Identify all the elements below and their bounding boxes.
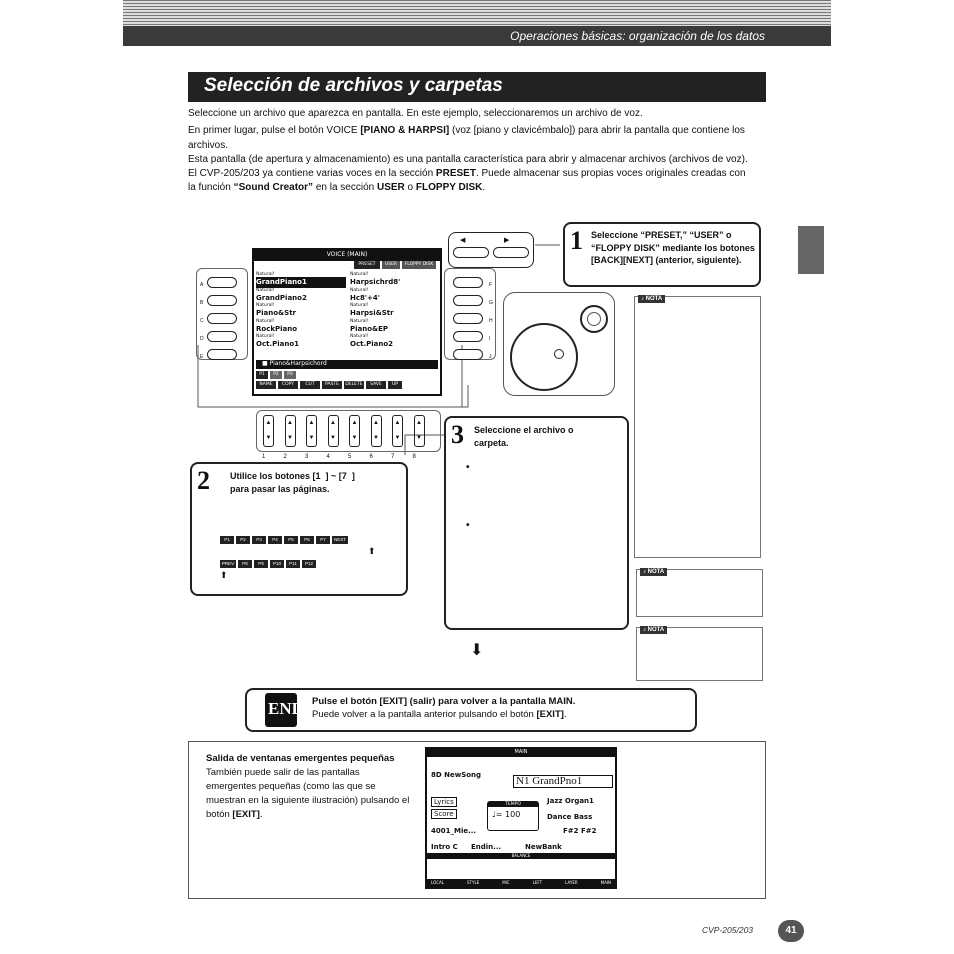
page-indicator: P1 P2 P3 xyxy=(256,371,298,379)
bullet: • xyxy=(466,462,470,473)
page-buttons-row1 xyxy=(220,536,350,544)
note-box xyxy=(634,296,761,558)
list-item[interactable]: Natural! Piano&Str xyxy=(256,303,296,317)
button-i[interactable] xyxy=(453,331,483,342)
voice-list-right xyxy=(350,272,438,350)
page-button[interactable]: P11 xyxy=(286,560,300,568)
model-name: CVP-205/203 xyxy=(702,925,754,935)
tab-preset[interactable]: PRESET xyxy=(354,261,380,269)
step3-text: Seleccione el archivo o carpeta. xyxy=(474,425,574,448)
step1-text: Seleccione “PRESET,” “USER” o “FLOPPY DISK” mediante los botones [BACK][NEXT] (anterior, siguiente). xyxy=(591,230,755,265)
note-box xyxy=(636,569,763,617)
step1-box xyxy=(563,222,761,287)
up-arrow-icon: ⬆ xyxy=(220,570,228,580)
back-next-group xyxy=(448,232,534,268)
page-title: Selección de archivos y carpetas xyxy=(188,72,766,102)
list-item[interactable]: Natural! Oct.Piano1 xyxy=(256,334,300,348)
key-display: F#2 F#2 xyxy=(563,827,597,835)
list-item[interactable]: Natural! Harpsi&Str xyxy=(350,303,394,317)
page-tab-marker xyxy=(798,226,824,274)
folder-icon: ■ xyxy=(262,360,270,367)
step3-box xyxy=(444,416,629,630)
page-button[interactable]: P1 xyxy=(220,536,234,544)
number-button-7[interactable]: ▲ ▼ xyxy=(392,415,403,447)
page-number: 41 xyxy=(778,920,804,942)
tempo-popup xyxy=(487,801,539,831)
button-a[interactable] xyxy=(207,277,237,288)
style-name: 4001_Mie... xyxy=(431,827,477,835)
page-button[interactable]: P7 xyxy=(316,536,330,544)
intro-text xyxy=(188,107,748,196)
voice-screen-title: VOICE (MAIN) xyxy=(254,250,440,261)
button-j[interactable] xyxy=(453,349,483,360)
list-item[interactable]: Natural! GrandPiano1 xyxy=(256,272,346,288)
prev-page-button[interactable]: PREV xyxy=(221,561,235,566)
mixer-label: LAYER xyxy=(565,880,578,885)
page-button[interactable]: P6 xyxy=(300,536,314,544)
layer-voice-name: Jazz Organ1 xyxy=(547,797,594,805)
button-label-j: J xyxy=(489,354,492,360)
button-label-b: B xyxy=(200,300,204,306)
score-button[interactable]: Score xyxy=(431,809,457,819)
button-e[interactable] xyxy=(207,349,237,360)
step3-number: 3 xyxy=(451,420,464,449)
button-label-d: D xyxy=(200,336,204,342)
page-button[interactable]: P10 xyxy=(270,560,284,568)
tab-floppy[interactable]: FLOPPY DISK xyxy=(402,261,436,269)
voice-screen xyxy=(252,248,442,396)
mixer-label: LOCAL xyxy=(431,880,444,885)
ending-name: Endin... xyxy=(471,843,502,851)
tab-user[interactable]: USER xyxy=(382,261,400,269)
button-label-h: H xyxy=(489,318,493,324)
end-icon: END xyxy=(265,693,297,727)
left-buttons-group xyxy=(196,268,248,360)
next-arrow-icon: ▶ xyxy=(504,237,510,244)
bullet: • xyxy=(466,520,470,531)
popup-exit-text: Salida de ventanas emergentes pequeñas También puede salir de las pantallas emergentes pequeñas (como las que se muestran en la siguiente ilustración) pulsando el botón [EXIT]. xyxy=(206,753,410,820)
section-title: Operaciones básicas: organización de los datos xyxy=(510,29,765,43)
note-icon: ♪ xyxy=(641,296,644,302)
list-item[interactable]: Natural! Hc8'+4' xyxy=(350,287,380,302)
number-button-3[interactable]: ▲ ▼ xyxy=(306,415,317,447)
page-button[interactable]: P5 xyxy=(284,536,298,544)
button-h[interactable] xyxy=(453,313,483,324)
function-bar: NAME COPY CUT PASTE DELETE SAVE UP xyxy=(256,381,438,389)
button-label-e: E xyxy=(200,354,204,360)
mixer-label: STYLE xyxy=(467,880,480,885)
button-g[interactable] xyxy=(453,295,483,306)
main-screen-title: MAIN xyxy=(427,749,615,757)
intro-paragraph: Seleccione un archivo que aparezca en pantalla. En este ejemplo, seleccionaremos un archivo de voz. xyxy=(188,108,643,119)
page-button[interactable]: P4 xyxy=(268,536,282,544)
step2-number: 2 xyxy=(197,466,210,495)
end-text: Pulse el botón [EXIT] (salir) para volver a la pantalla MAIN. Puede volver a la pantalla anterior pulsando el botón [EXIT]. xyxy=(312,696,576,720)
right-buttons-group xyxy=(444,268,496,360)
button-label-f: F xyxy=(489,282,493,288)
main-voice-name: N1 GrandPno1 xyxy=(513,775,613,788)
note-label: ♪ NOTA xyxy=(640,568,667,576)
note-label: ♪ NOTA xyxy=(638,295,665,303)
list-item[interactable]: Natural! Harpsichrd8' xyxy=(350,272,401,286)
step1-number: 1 xyxy=(570,226,583,255)
dial-grip-icon xyxy=(554,349,564,359)
number-buttons-group xyxy=(256,410,441,452)
tempo-popup-title: TEMPO xyxy=(488,802,538,807)
next-button[interactable] xyxy=(493,247,529,258)
button-f[interactable] xyxy=(453,277,483,288)
button-label-g: G xyxy=(489,300,493,306)
mixer-label: MAIN xyxy=(600,880,611,885)
mixer-label: LEFT xyxy=(532,880,543,885)
button-b[interactable] xyxy=(207,295,237,306)
button-c[interactable] xyxy=(207,313,237,324)
note-box xyxy=(636,627,763,681)
intro-paragraph: El CVP-205/203 ya contiene varias voces en la sección PRESET. Puede almacenar sus propias voces originales creadas con la función “Sound Creator” en la sección USER o FLOPPY DISK. xyxy=(188,168,746,194)
lyrics-button[interactable]: Lyrics xyxy=(431,797,457,807)
note-icon: ♪ xyxy=(643,569,646,575)
data-dial[interactable] xyxy=(510,323,578,391)
main-screen xyxy=(425,747,617,889)
number-button-4[interactable]: ▲ ▼ xyxy=(328,415,339,447)
voice-list-left xyxy=(256,272,346,350)
button-d[interactable] xyxy=(207,331,237,342)
intro-name: Intro C xyxy=(431,843,458,851)
list-item[interactable]: Natural! RockPiano xyxy=(256,318,298,333)
back-arrow-icon: ◀ xyxy=(460,237,466,244)
left-voice-name: Dance Bass xyxy=(547,813,593,821)
folder-bar xyxy=(256,360,438,369)
page-button[interactable]: P8 xyxy=(238,560,252,568)
folder-name: Piano&Harpsichord xyxy=(269,360,327,367)
list-item[interactable]: Natural! Piano&EP xyxy=(350,318,389,333)
button-label-a: A xyxy=(200,282,204,288)
section-header xyxy=(123,26,831,46)
list-item[interactable]: Natural! Oct.Piano2 xyxy=(350,334,394,348)
page-button[interactable]: P9 xyxy=(254,560,268,568)
note-icon: ♪ xyxy=(643,627,646,633)
page-buttons-row2 xyxy=(220,560,318,568)
number-button-2[interactable]: ▲ ▼ xyxy=(285,415,296,447)
down-arrow-icon: ⬇ xyxy=(470,642,484,659)
page-button[interactable]: P2 xyxy=(236,536,250,544)
number-labels: 1 2 3 4 5 6 7 8 xyxy=(262,454,416,460)
button-label-i: I xyxy=(489,336,491,342)
number-button-5[interactable]: ▲ ▼ xyxy=(349,415,360,447)
intro-paragraph: Esta pantalla (de apertura y almacenamiento) es una pantalla característica para abrir y almacenar archivos (archivos de voz). xyxy=(188,153,748,165)
intro-paragraph: En primer lugar, pulse el botón VOICE [PIANO & HARPSI] (voz [piano y clavicémbalo]) para abrir la pantalla que contiene los archivos. xyxy=(188,125,745,151)
dial-panel xyxy=(503,292,615,396)
back-button[interactable] xyxy=(453,247,489,258)
tempo-value: ♩= 100 xyxy=(492,810,521,819)
page-button[interactable]: P3 xyxy=(252,536,266,544)
number-button-1[interactable]: ▲ ▼ xyxy=(263,415,274,447)
number-button-8[interactable]: ▲ ▼ xyxy=(414,415,425,447)
next-page-button[interactable]: NEXT xyxy=(333,537,346,542)
enter-knob[interactable] xyxy=(580,305,608,333)
bank-name: NewBank xyxy=(525,843,562,851)
balance-bar: BALANCE xyxy=(427,853,615,859)
mixer-label: MIC xyxy=(502,880,510,885)
page-button[interactable]: P12 xyxy=(302,560,316,568)
step2-text: Utilice los botones [1 ] ~ [7 ] para pasar las páginas. xyxy=(230,471,355,494)
up-arrow-icon: ⬆ xyxy=(368,546,376,556)
step2-box xyxy=(190,462,408,596)
list-item[interactable]: Natural! GrandPiano2 xyxy=(256,287,307,302)
note-label: ♪ NOTA xyxy=(640,626,667,634)
song-name: 8D NewSong xyxy=(431,771,482,779)
number-button-6[interactable]: ▲ ▼ xyxy=(371,415,382,447)
button-label-c: C xyxy=(200,318,204,324)
